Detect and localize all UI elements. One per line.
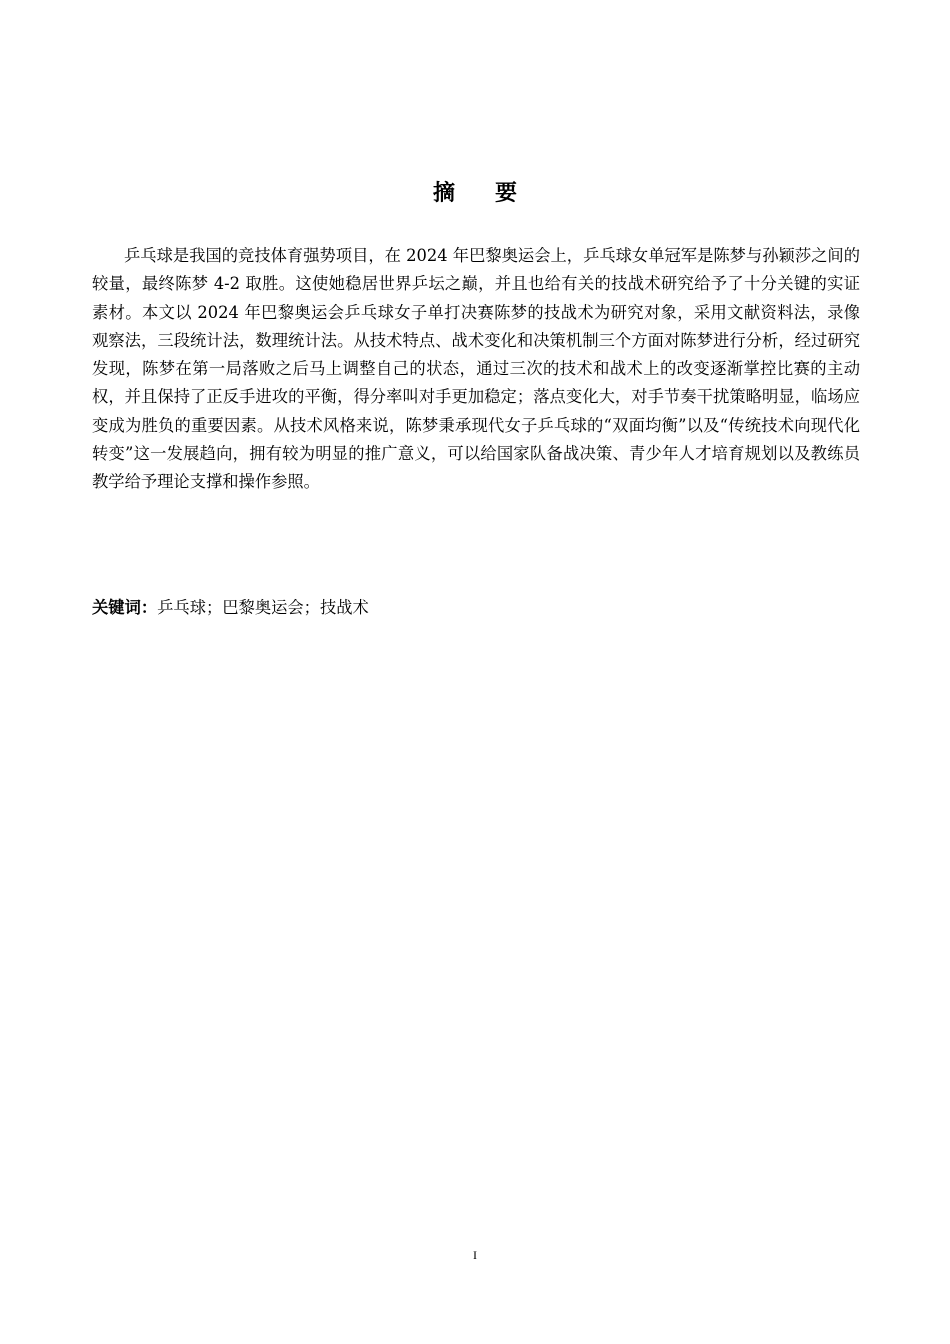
- page-title: [0, 178, 950, 210]
- title-char-2: 要: [495, 181, 518, 206]
- title-char-1: 摘: [432, 181, 455, 206]
- page-number: I: [473, 1248, 477, 1262]
- keywords-value: 乒乓球；巴黎奥运会；技战术: [157, 598, 369, 617]
- keywords-label: 关键词：: [92, 598, 158, 617]
- abstract-paragraph: 乒乓球是我国的竞技体育强势项目，在 2024 年巴黎奥运会上，乒乓球女单冠军是陈梦与孙颖莎之间的较量，最终陈梦 4-2 取胜。这使她稳居世界乒坛之巅，并且也给有关的技战术研究给予了十分关键的实证素材。本文以 2024 年巴黎奥运会乒乓球女子单打决赛陈梦的技战术为研究对象，采用文献资料法，录像观察法，三段统计法，数理统计法。从技术特点、战术变化和决策机制三个方面对陈梦进行分析，经过研究发现，陈梦在第一局落败之后马上调整自己的状态，通过三次的技术和战术上的改变逐渐掌控比赛的主动权，并且保持了正反手进攻的平衡，得分率叫对手更加稳定；落点变化大，对手节奏干扰策略明显，临场应变成为胜负的重要因素。从技术风格来说，陈梦秉承现代女子乒乓球的“双面均衡”以及“传统技术向现代化转变”这一发展趋向，拥有较为明显的推广意义，可以给国家队备战决策、青少年人才培育规划以及教练员教学给予理论支撑和操作参照。: [92, 246, 860, 492]
- keywords-line: [92, 594, 860, 622]
